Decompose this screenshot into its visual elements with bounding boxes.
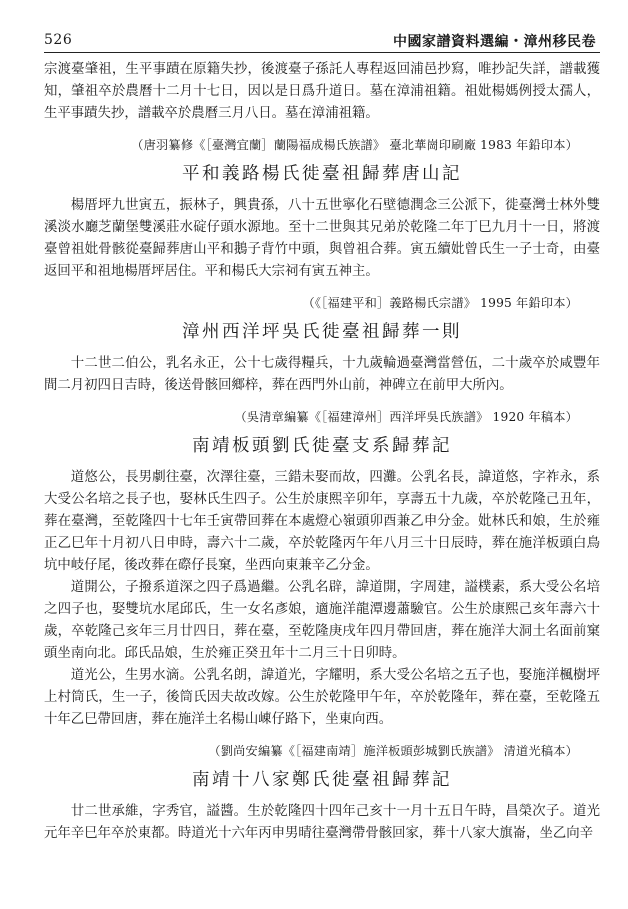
page-content [44,59,600,845]
body-paragraph: 宗渡臺肇祖，生平事蹟在原籍失抄，後渡臺子孫託人專程返回浦邑抄寫，唯抄記失詳，譜載獲知，肇祖卒於農曆十二月十七日，因以是日爲升道日。墓在漳浦祖籍。祖妣楊媽例授太孺人，生平事蹟失抄，譜載卒於農曆三月八日。墓在漳浦祖籍。 [44,62,600,121]
section-title: 南靖十八家鄭氏徙臺祖歸葬記 [192,770,452,790]
source-citation: （唐羽纂修《［臺灣宜蘭］蘭陽福成楊氏族譜》 臺北華崗印刷廠 1983 年鉛印本） [131,138,578,152]
source-citation: （劉尚安編纂《［福建南靖］施洋板頭彭城劉氏族譜》 清道光稿本） [208,744,578,758]
body-paragraph: 楊厝坪九世寅五，振林子，興貴孫，八十五世寧化石壁德潤念三公派下，徙臺灣士林外雙溪淡水廳芝蘭堡雙溪莊水碇仔頭水源地。至十二世與其兄弟於乾隆二年丁巳九月十一日，將渡臺曾祖妣骨骸從臺歸葬唐山平和鵝子背竹中頭，與曾祖合葬。寅五續妣曾氏生一子士奇，由臺返回平和祖地楊厝坪居住。平和楊氏大宗祠有寅五神主。 [44,198,600,279]
section-title: 南靖板頭劉氏徙臺支系歸葬記 [192,436,452,456]
body-paragraph: 道悠公，長男劇往臺，次澤往臺，三錯未娶而故，四灘。公乳名長，諱道悠，字祚永，系大受公名培之長子也，娶林氏生四子。公生於康熙辛卯年，享壽五十九歲，卒於乾隆己丑年，葬在臺灣，至乾隆四十七年壬寅帶回葬在本處燈心嶺頭卯酉兼乙申分金。妣林氏和娘，生於雍正乙巳年十月初八日申時，壽六十二歲，卒於乾隆丙午年八月三十日辰時，葬在施洋板頭白鳥坑中岐仔尾，後改葬在磜仔長窠，坐西向東兼辛乙分金。 [44,470,600,573]
source-citation: （《［福建平和］義路楊氏宗譜》 1995 年鉛印本） [302,296,578,310]
section-title: 平和義路楊氏徙臺祖歸葬唐山記 [182,164,462,184]
page-number: 526 [44,32,73,48]
body-paragraph: 廿二世承維，字秀官，謚醬。生於乾隆四十四年己亥十一月十五日午時，昌榮次子。道光元年辛巳年卒於東都。時道光十六年丙申男晴往臺灣帶骨骸回家，葬十八家大旗崙，坐乙向辛 [44,804,600,841]
body-paragraph: 十二世二伯公，乳名永正，公十七歲得糧兵，十九歲輪過臺灣當營伍，二十歲卒於咸豐年間二月初四日吉時，後送骨骸回鄉梓，葬在西門外山前，神碑立在前甲大所內。 [44,356,600,393]
running-title: 中國家譜資料選編・漳州移民卷 [393,34,596,50]
body-paragraph: 道光公，生男水滴。公乳名朗，諱道光，字耀明，系大受公名培之五子也，娶施洋楓樹坪上村筒氏，生一子，後筒氏因夫故改嫁。公生於乾隆甲午年，卒於乾隆年，葬在臺，至乾隆五十年乙巳帶回唐，葬在施洋土名楊山崠仔路下，坐東向西。 [44,668,600,727]
source-citation: （吳清章編纂《［福建漳州］西洋坪吳氏族譜》 1920 年稿本） [234,410,578,424]
section-title: 漳州西洋坪吳氏徙臺祖歸葬一則 [182,322,462,342]
page-header [44,30,600,53]
body-paragraph: 道開公，子撥系道深之四子爲過繼。公乳名辟，諱道開，字周建，謚樸素，系大受公名培之四子也，娶雙坑水尾邱氏，生一女名彥娘，適施洋龍潭邊蕭驗官。公生於康熙己亥年壽六十歲，卒乾隆己亥年三月廿四日，葬在臺，至乾隆庚戌年四月帶回唐，葬在施洋大洞土名面前窠頭坐南向北。邱氏品娘，生於雍正癸丑年十二月三十日卯時。 [44,580,600,661]
